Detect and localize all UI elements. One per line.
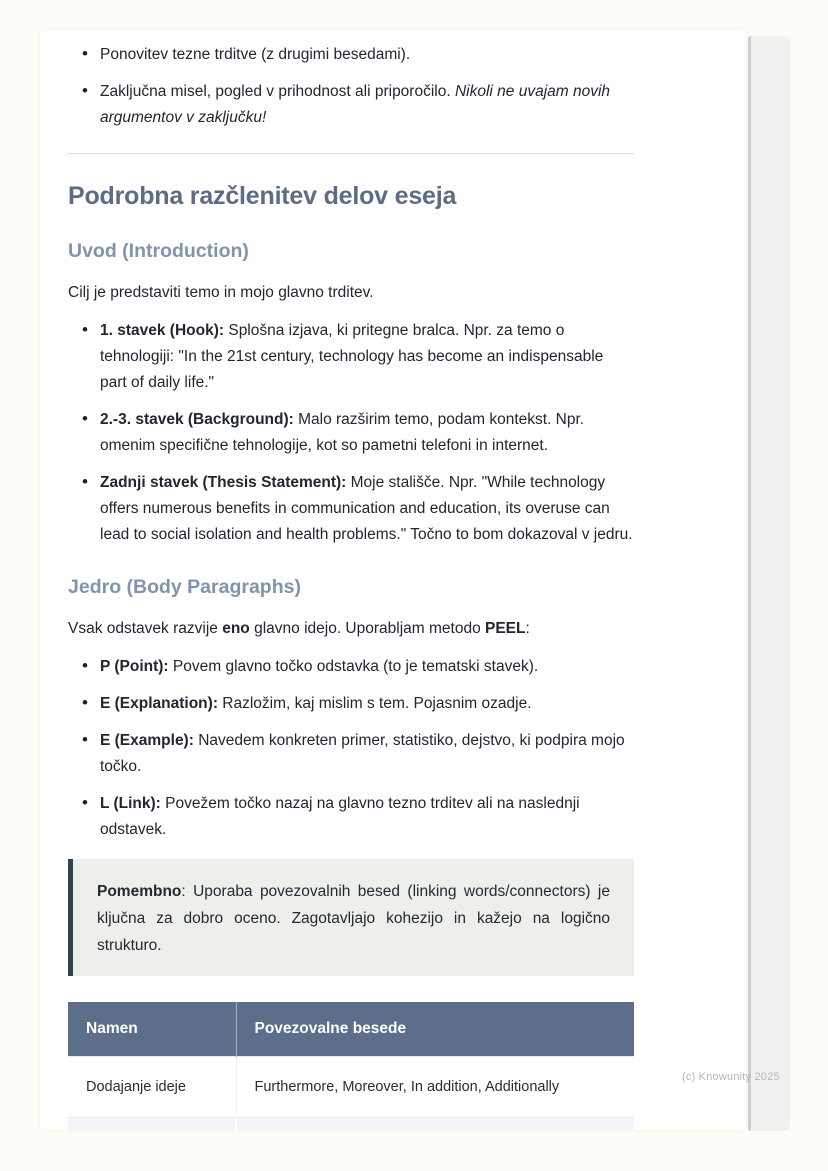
- list-item: [68, 728, 634, 780]
- column-header-namen: Namen: [68, 1002, 236, 1057]
- conclusion-bullet-list: [68, 42, 634, 131]
- list-item: [68, 691, 634, 717]
- bullet-text: Moje stališče. Npr. "While technology offers numerous benefits in communication and education, its overuse can lead to social isolation and health problems." Točno to bom dokazoval v jedru.: [100, 474, 633, 543]
- bullet-text: Povežem točko nazaj na glavno tezno trditev ali na naslednji odstavek.: [100, 795, 580, 838]
- bullet-lead: P (Point):: [100, 658, 169, 675]
- bullet-lead: L (Link):: [100, 795, 161, 812]
- watermark-label: (c) Knowunity 2025: [682, 1071, 780, 1083]
- important-callout: [68, 859, 634, 976]
- bullet-text: Povem glavno točko odstavka (to je tematski stavek).: [168, 658, 539, 675]
- uvod-intro-paragraph: Cilj je predstaviti temo in mojo glavno trditev.: [68, 284, 374, 301]
- bullet-text: Ponovitev tezne trditve (z drugimi besedami).: [100, 46, 411, 63]
- bullet-text: Malo razširim temo, podam kontekst. Npr. omenim specifične tehnologije, kot so pametni telefoni in internet.: [100, 411, 585, 454]
- section-divider: [68, 153, 634, 154]
- linking-words-table: [68, 1002, 634, 1130]
- table-header-row: [68, 1002, 634, 1057]
- jedro-intro-paragraph: [68, 616, 634, 642]
- list-item: [68, 654, 634, 680]
- table-cell: [236, 1118, 634, 1131]
- table-cell-besede: Furthermore, Moreover, In addition, Additionally: [236, 1057, 634, 1118]
- bullet-lead: 1. stavek (Hook):: [100, 322, 225, 339]
- paragraph-text: Vsak odstavek razvije: [68, 620, 223, 637]
- heading-uvod: Uvod (Introduction): [68, 240, 249, 262]
- paragraph-text: :: [525, 620, 530, 637]
- paragraph-bold: eno: [222, 620, 250, 637]
- bullet-text: Razložim, kaj mislim s tem. Pojasnim ozadje.: [217, 695, 532, 712]
- document-page: [40, 30, 746, 1130]
- paragraph-text: glavno idejo. Uporabljam metodo: [249, 620, 485, 637]
- column-header-povezovalne: Povezovalne besede: [236, 1002, 634, 1057]
- list-item: [68, 318, 634, 396]
- page-title: Podrobna razčlenitev delov eseja: [68, 182, 457, 210]
- heading-jedro: Jedro (Body Paragraphs): [68, 576, 301, 598]
- table-cell-namen: Dodajanje ideje: [68, 1057, 236, 1118]
- callout-lead: Pomembno: [97, 883, 182, 900]
- table-cell: [68, 1118, 236, 1131]
- list-item: [68, 79, 634, 131]
- bullet-lead: E (Explanation):: [100, 695, 218, 712]
- paragraph-bold: PEEL: [485, 620, 526, 637]
- table-row-clipped: [68, 1118, 634, 1131]
- bullet-text-italic: Nikoli ne uvajam novih argumentov v zaključku!: [100, 83, 611, 126]
- bullet-text: Zaključna misel, pogled v prihodnost ali priporočilo.: [100, 83, 455, 100]
- list-item: [68, 407, 634, 459]
- bullet-lead: E (Example):: [100, 732, 194, 749]
- list-item: [68, 470, 634, 548]
- table-row: [68, 1057, 634, 1118]
- bullet-lead: 2.-3. stavek (Background):: [100, 411, 294, 428]
- bullet-text: Splošna izjava, ki pritegne bralca. Npr. za temo o tehnologiji: "In the 21st century, technology has become an indispensable part of daily life.": [100, 322, 604, 391]
- list-item: [68, 791, 634, 843]
- uvod-bullet-list: [68, 318, 634, 548]
- bullet-text: Navedem konkreten primer, statistiko, dejstvo, ki podpira mojo točko.: [100, 732, 625, 775]
- callout-text: : Uporaba povezovalnih besed (linking words/connectors) je ključna za dobro oceno. Zagotavljajo kohezijo in kažejo na logično strukturo.: [97, 883, 610, 954]
- list-item: [68, 42, 634, 68]
- scrollbar-track[interactable]: [748, 36, 790, 1131]
- peel-bullet-list: [68, 654, 634, 843]
- bullet-lead: Zadnji stavek (Thesis Statement):: [100, 474, 347, 491]
